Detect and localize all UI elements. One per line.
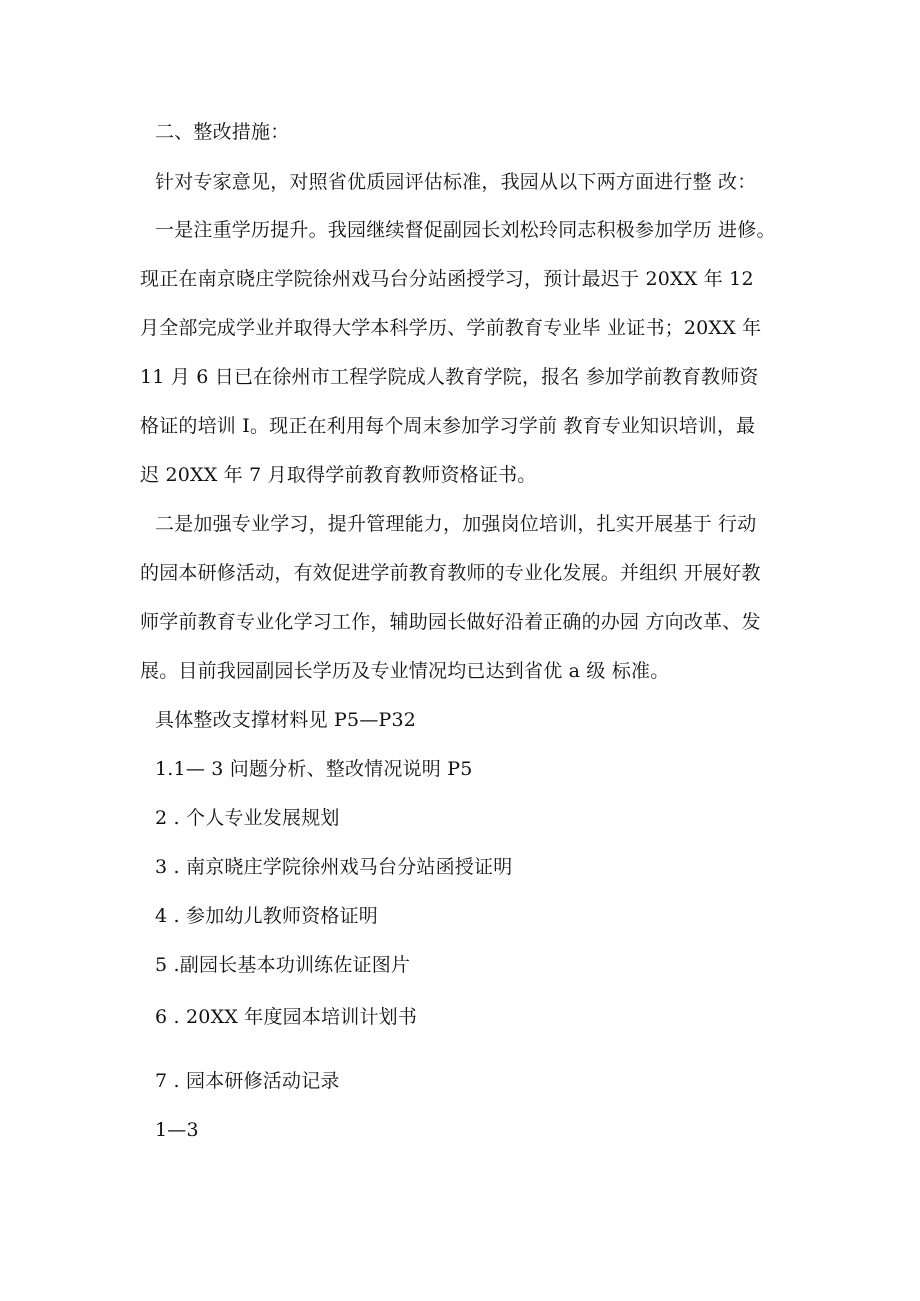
paragraph-2-line-1: 二是加强专业学习，提升管理能力，加强岗位培训，扎实开展基于 行动 xyxy=(155,513,757,535)
paragraph-1-line-6: 迟 20XX 年 7 月取得学前教育教师资格证书。 xyxy=(140,464,537,486)
paragraph-1-line-2: 现正在南京晓庄学院徐州戏马台分站函授学习，预计最迟于 20XX 年 12 xyxy=(140,268,754,290)
paragraph-2-line-4: 展。目前我园副园长学历及专业情况均已达到省优 a 级 标准。 xyxy=(140,660,670,682)
list-item: 3 . 南京晓庄学院徐州戏马台分站函授证明 xyxy=(155,856,513,878)
paragraph-2-line-2: 的园本研修活动，有效促进学前教育教师的专业化发展。并组织 开展好教 xyxy=(140,562,761,584)
list-item: 7 . 园本研修活动记录 xyxy=(155,1070,340,1092)
list-item: 5 .副园长基本功训练佐证图片 xyxy=(155,954,411,976)
list-item: 4 . 参加幼儿教师资格证明 xyxy=(155,905,379,927)
materials-note: 具体整改支撑材料见 P5—P32 xyxy=(155,709,417,731)
list-item: 6 . 20XX 年度园本培训计划书 xyxy=(155,1006,418,1028)
paragraph-1-line-4: 11 月 6 日已在徐州市工程学院成人教育学院，报名 参加学前教育教师资 xyxy=(140,366,759,388)
list-item: 2 . 个人专业发展规划 xyxy=(155,807,340,829)
page-footer-text: 1—3 xyxy=(155,1119,199,1141)
paragraph-1-line-5: 格证的培训 I。现正在利用每个周末参加学习学前 教育专业知识培训，最 xyxy=(140,415,756,437)
list-item: 1.1— 3 问题分析、整改情况说明 P5 xyxy=(155,758,473,780)
section-heading: 二、整改措施： xyxy=(155,121,290,143)
paragraph-2-line-3: 师学前教育专业化学习工作，辅助园长做好沿着正确的办园 方向改革、发 xyxy=(140,611,761,633)
intro-paragraph: 针对专家意见，对照省优质园评估标准，我园从以下两方面进行整 改： xyxy=(155,171,757,193)
paragraph-1-line-3: 月全部完成学业并取得大学本科学历、学前教育专业毕 业证书；20XX 年 xyxy=(140,317,762,339)
paragraph-1-line-1: 一是注重学历提升。我园继续督促副园长刘松玲同志积极参加学历 进修。 xyxy=(155,219,776,241)
